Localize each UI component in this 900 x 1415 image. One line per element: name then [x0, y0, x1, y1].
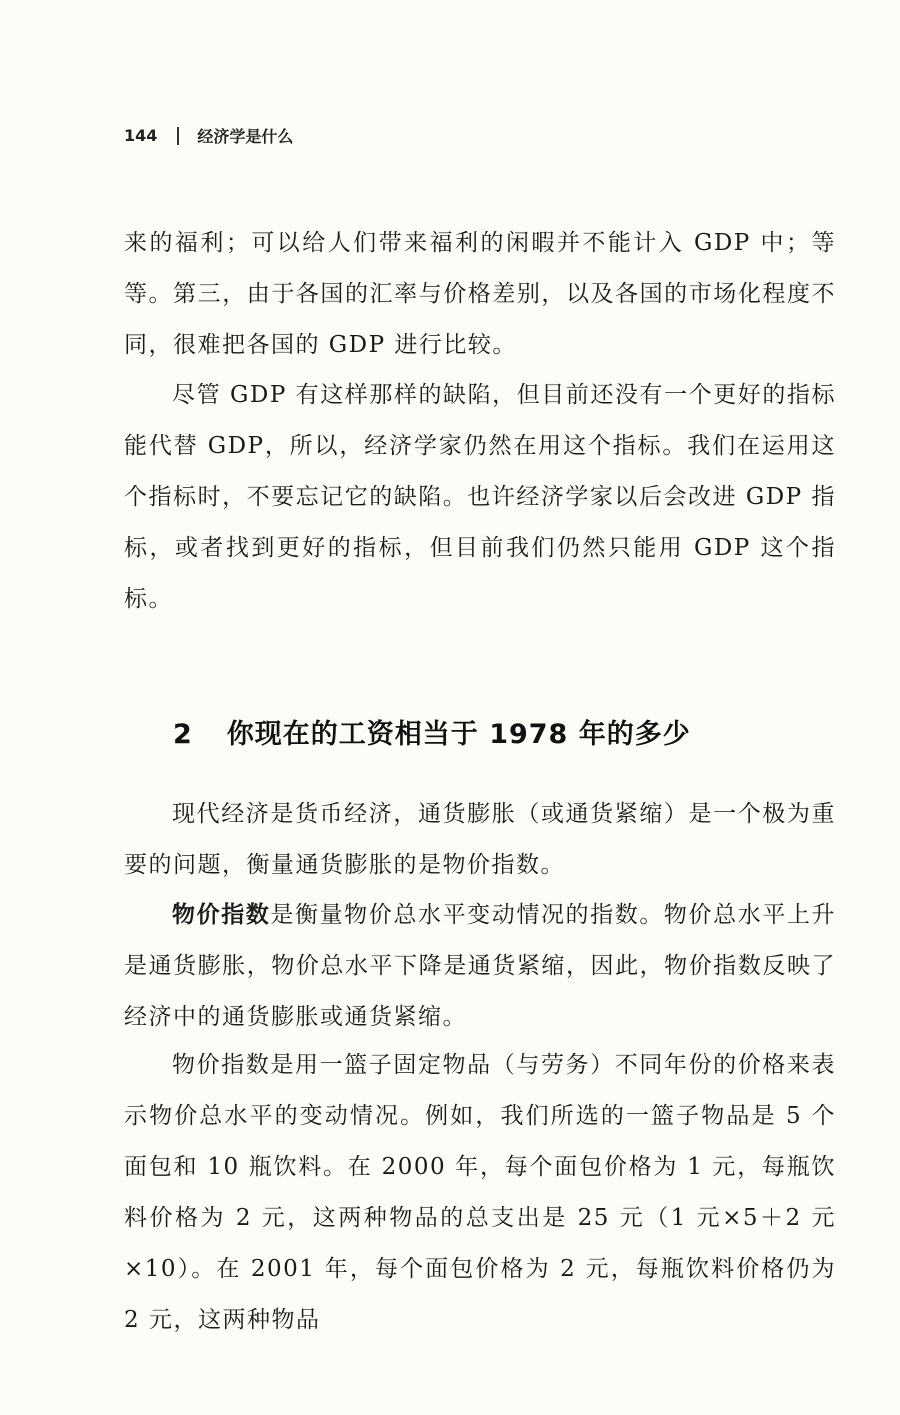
paragraph-price-index-definition — [124, 890, 836, 1043]
running-head — [124, 124, 293, 147]
paragraph-price-index-example — [124, 1040, 836, 1346]
paragraph-4 — [124, 890, 836, 1043]
section-title: 你现在的工资相当于 1978 年的多少 — [226, 719, 691, 750]
paragraph-3: 现代经济是货币经济，通货膨胀（或通货紧缩）是一个极为重要的问题，衡量通货膨胀的是物价指数。 — [124, 801, 836, 878]
paragraph-gdp-defects — [124, 370, 836, 625]
paragraph-modern-economy — [124, 789, 836, 891]
section-number: 2 — [173, 719, 193, 750]
paragraph-continuation — [124, 218, 836, 371]
paragraph-2: 尽管 GDP 有这样那样的缺陷，但目前还没有一个更好的指标能代替 GDP，所以，经济学家仍然在用这个指标。我们在运用这个指标时，不要忘记它的缺陷。也许经济学家以后会改进 GDP 指标，或者找到更好的指标，但目前我们仍然只能用 GDP 这个指标。 — [124, 382, 836, 612]
paragraph-1: 来的福利；可以给人们带来福利的闲暇并不能计入 GDP 中；等等。第三，由于各国的汇率与价格差别，以及各国的市场化程度不同，很难把各国的 GDP 进行比较。 — [124, 230, 836, 358]
paragraph-5: 物价指数是用一篮子固定物品（与劳务）不同年份的价格来表示物价总水平的变动情况。例如，我们所选的一篮子物品是 5 个面包和 10 瓶饮料。在 2000 年，每个面包价格为 1 元，每瓶饮料价格为 2 元，这两种物品的总支出是 25 元（1 元×5＋2 元×10）。在 2001 年，每个面包价格为 2 元，每瓶饮料价格仍为 2 元，这两种物品 — [124, 1052, 836, 1333]
header-divider — [177, 127, 179, 145]
section-heading — [173, 712, 691, 751]
paragraph-4-text: 是衡量物价总水平变动情况的指数。物价总水平上升是通货膨胀，物价总水平下降是通货紧缩，因此，物价指数反映了经济中的通货膨胀或通货紧缩。 — [124, 902, 837, 1030]
key-term: 物价指数 — [172, 902, 271, 928]
page-number: 144 — [124, 126, 158, 145]
book-title: 经济学是什么 — [197, 127, 294, 146]
